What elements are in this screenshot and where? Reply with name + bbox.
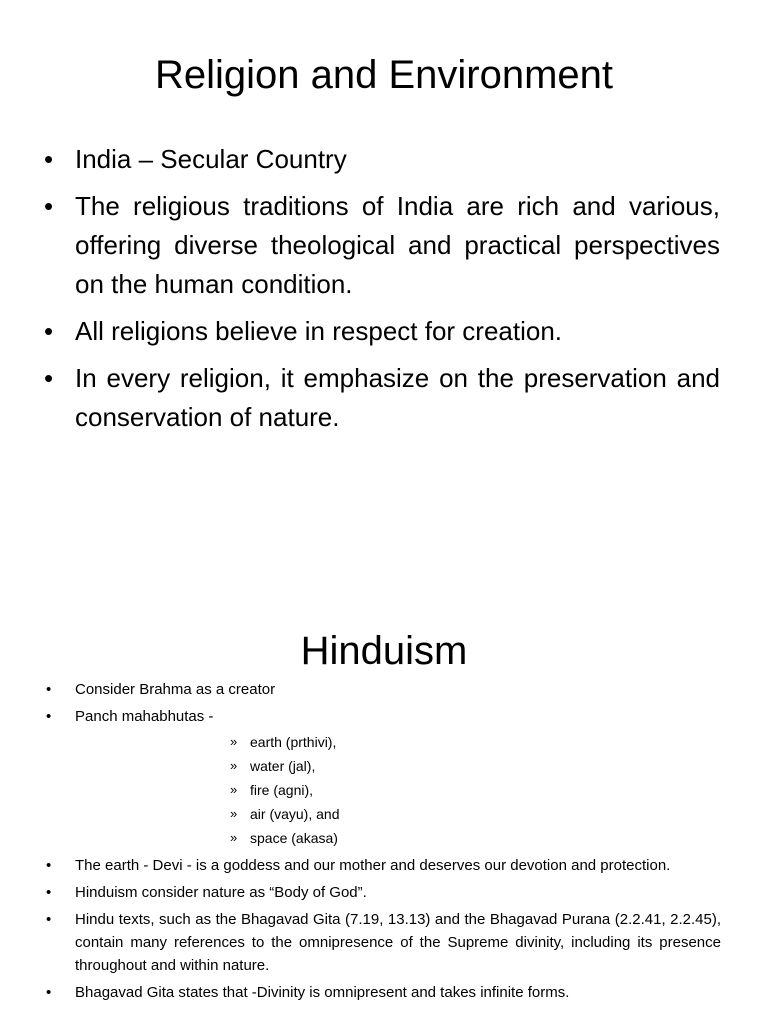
bullet-icon: • xyxy=(44,144,54,174)
slide-title: Hinduism xyxy=(300,629,468,673)
bullet-list xyxy=(44,140,720,445)
slide-title: Religion and Environment xyxy=(154,53,614,97)
bullet-item xyxy=(44,140,720,179)
bullet-item xyxy=(44,908,721,977)
chevron-right-icon: » xyxy=(230,806,238,821)
bullet-item xyxy=(44,854,721,877)
sub-bullet-list xyxy=(75,730,721,850)
bullet-icon: • xyxy=(44,191,54,221)
bullet-text: Bhagavad Gita states that -Divinity is omnipresent and takes infinite forms. xyxy=(75,984,570,1001)
sub-bullet-item xyxy=(75,730,721,754)
sub-bullet-text: fire (agni), xyxy=(250,782,314,798)
bullet-list xyxy=(44,678,721,1008)
sub-bullet-text: air (vayu), and xyxy=(250,806,340,822)
sub-bullet-item xyxy=(75,802,721,826)
bullet-icon: • xyxy=(44,316,54,346)
bullet-icon: • xyxy=(46,681,52,698)
sub-bullet-text: water (jal), xyxy=(250,758,316,774)
bullet-item xyxy=(44,678,721,701)
bullet-item xyxy=(44,359,720,437)
bullet-icon: • xyxy=(46,884,52,901)
bullet-text: The religious traditions of India are rich and various, offering diverse theological and practical perspectives on the human condition. xyxy=(75,191,720,299)
bullet-item xyxy=(44,187,720,304)
sub-bullet-text: earth (prthivi), xyxy=(250,734,337,750)
bullet-icon: • xyxy=(46,984,52,1001)
bullet-item xyxy=(44,981,721,1004)
sub-bullet-text: space (akasa) xyxy=(250,830,338,846)
chevron-right-icon: » xyxy=(230,734,238,749)
bullet-icon: • xyxy=(46,911,52,928)
bullet-icon: • xyxy=(46,857,52,874)
bullet-text: In every religion, it emphasize on the preservation and conservation of nature. xyxy=(75,363,720,432)
bullet-icon: • xyxy=(46,708,52,725)
bullet-text: Hinduism consider nature as “Body of God”. xyxy=(75,884,367,901)
chevron-right-icon: » xyxy=(230,830,238,845)
chevron-right-icon: » xyxy=(230,758,238,773)
slide-2 xyxy=(0,512,768,1024)
bullet-icon: • xyxy=(44,363,54,393)
bullet-text: The earth - Devi - is a goddess and our mother and deserves our devotion and protection. xyxy=(75,857,671,874)
sub-bullet-item xyxy=(75,826,721,850)
chevron-right-icon: » xyxy=(230,782,238,797)
bullet-text: Consider Brahma as a creator xyxy=(75,681,276,698)
bullet-item xyxy=(44,312,720,351)
bullet-text: Hindu texts, such as the Bhagavad Gita (7.19, 13.13) and the Bhagavad Purana (2.2.41, 2.2.45), contain many references to the omnipresence of the Supreme divinity, including its presence throughout and within nature. xyxy=(75,911,721,974)
bullet-item xyxy=(44,881,721,904)
bullet-item xyxy=(44,705,721,850)
sub-bullet-item xyxy=(75,754,721,778)
bullet-text: All religions believe in respect for creation. xyxy=(75,316,563,346)
sub-bullet-item xyxy=(75,778,721,802)
bullet-text: Panch mahabhutas - xyxy=(75,708,214,725)
bullet-text: India – Secular Country xyxy=(75,144,347,174)
